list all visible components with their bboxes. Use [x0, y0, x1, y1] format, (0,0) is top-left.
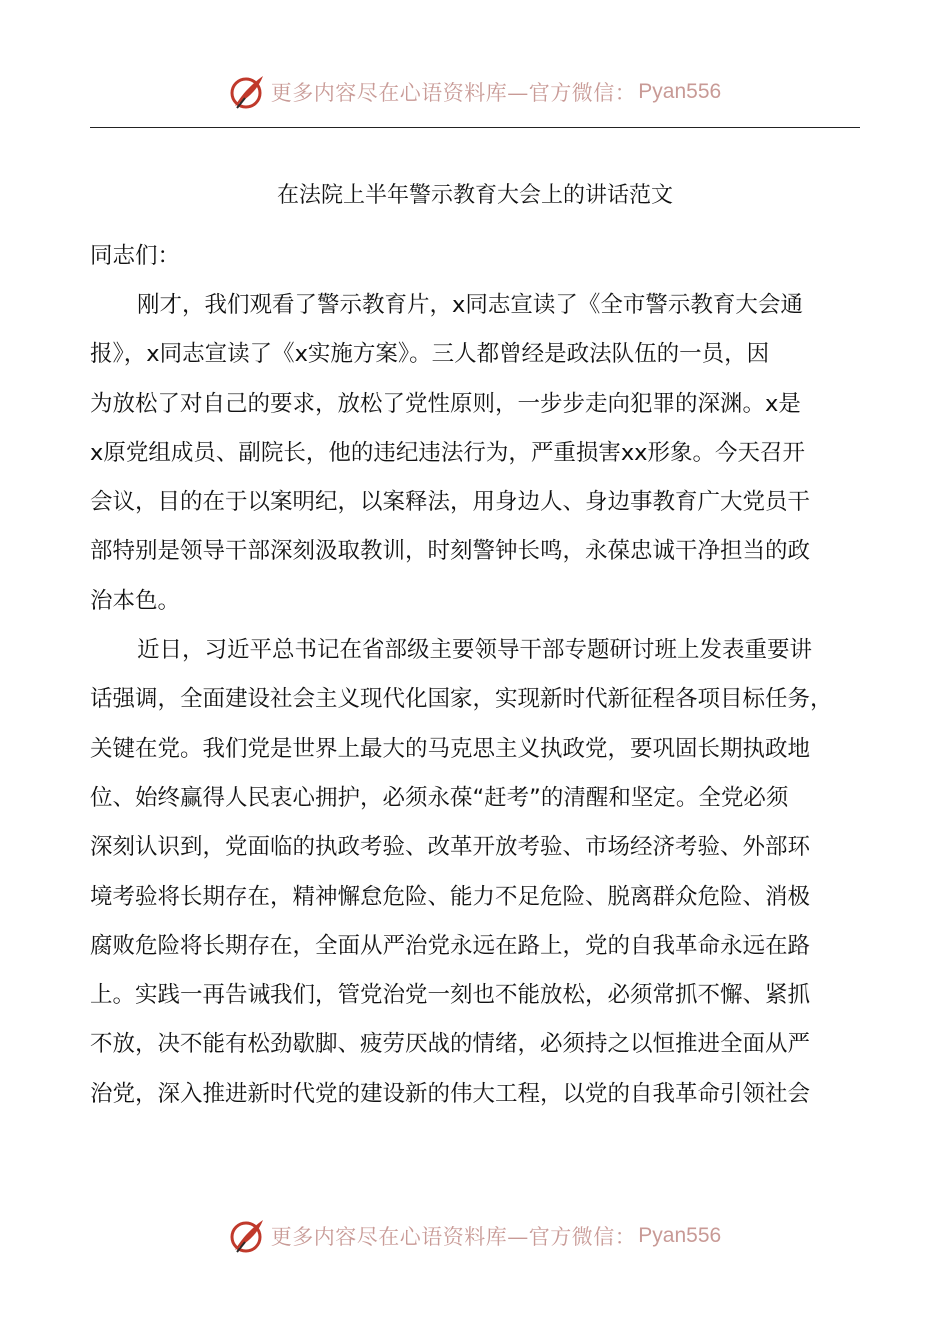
document-title: 在法院上半年警示教育大会上的讲话范文	[276, 183, 673, 208]
paragraph-line: 位、始终赢得人民衷心拥护，必须永葆“赶考”的清醒和坚定。全党必须	[90, 784, 789, 811]
paragraph-line: 关键在党。我们党是世界上最大的马克思主义执政党，要巩固长期执政地	[90, 735, 811, 762]
document-body	[90, 232, 860, 1119]
header-banner-text: 更多内容尽在心语资料库—官方微信：	[270, 81, 637, 105]
paragraph-line: 近日，习近平总书记在省部级主要领导干部专题研讨班上发表重要讲	[137, 637, 813, 664]
paragraph-2	[90, 626, 860, 1119]
paragraph-line: 为放松了对自己的要求，放松了党性原则，一步步走向犯罪的深渊。x是	[90, 390, 801, 417]
footer-wechat-id: Pyan556	[638, 1224, 722, 1247]
paragraph-line: 治党，深入推进新时代党的建设新的伟大工程，以党的自我革命引领社会	[90, 1080, 811, 1107]
paragraph-line: 上。实践一再告诫我们，管党治党一刻也不能放松，必须常抓不懈、紧抓	[90, 982, 811, 1009]
quill-logo-icon	[229, 72, 267, 112]
salutation: 同志们：	[90, 243, 181, 269]
quill-logo-icon	[229, 1216, 267, 1256]
footer-banner-text: 更多内容尽在心语资料库—官方微信：	[270, 1225, 637, 1249]
footer-banner	[0, 1214, 950, 1258]
header-wechat-id: Pyan556	[638, 80, 722, 103]
paragraph-line: 治本色。	[90, 587, 181, 614]
header-banner	[0, 70, 950, 114]
paragraph-line: 不放，决不能有松劲歇脚、疲劳厌战的情绪，必须持之以恒推进全面从严	[90, 1031, 811, 1058]
paragraph-line: x原党组成员、副院长，他的违纪违法行为，严重损害xx形象。今天召开	[90, 439, 805, 466]
paragraph-line: 报》，x同志宣读了《x实施方案》。三人都曾经是政法队伍的一员，因	[90, 341, 770, 368]
paragraph-line: 会议，目的在于以案明纪，以案释法，用身边人、身边事教育广大党员干	[90, 489, 811, 516]
paragraph-line: 深刻认识到，党面临的执政考验、改革开放考验、市场经济考验、外部环	[90, 834, 811, 861]
paragraph-line: 话强调，全面建设社会主义现代化国家，实现新时代新征程各项目标任务，	[90, 686, 833, 713]
paragraph-line: 腐败危险将长期存在，全面从严治党永远在路上，党的自我革命永远在路	[90, 932, 811, 959]
paragraph-line: 部特别是领导干部深刻汲取教训，时刻警钟长鸣，永葆忠诚干净担当的政	[90, 538, 811, 565]
paragraph-line: 刚才，我们观看了警示教育片，x同志宣读了《全市警示教育大会通	[137, 292, 803, 318]
paragraph-1	[90, 281, 860, 626]
header-divider	[90, 127, 860, 128]
paragraph-line: 境考验将长期存在，精神懈怠危险、能力不足危险、脱离群众危险、消极	[90, 883, 811, 910]
